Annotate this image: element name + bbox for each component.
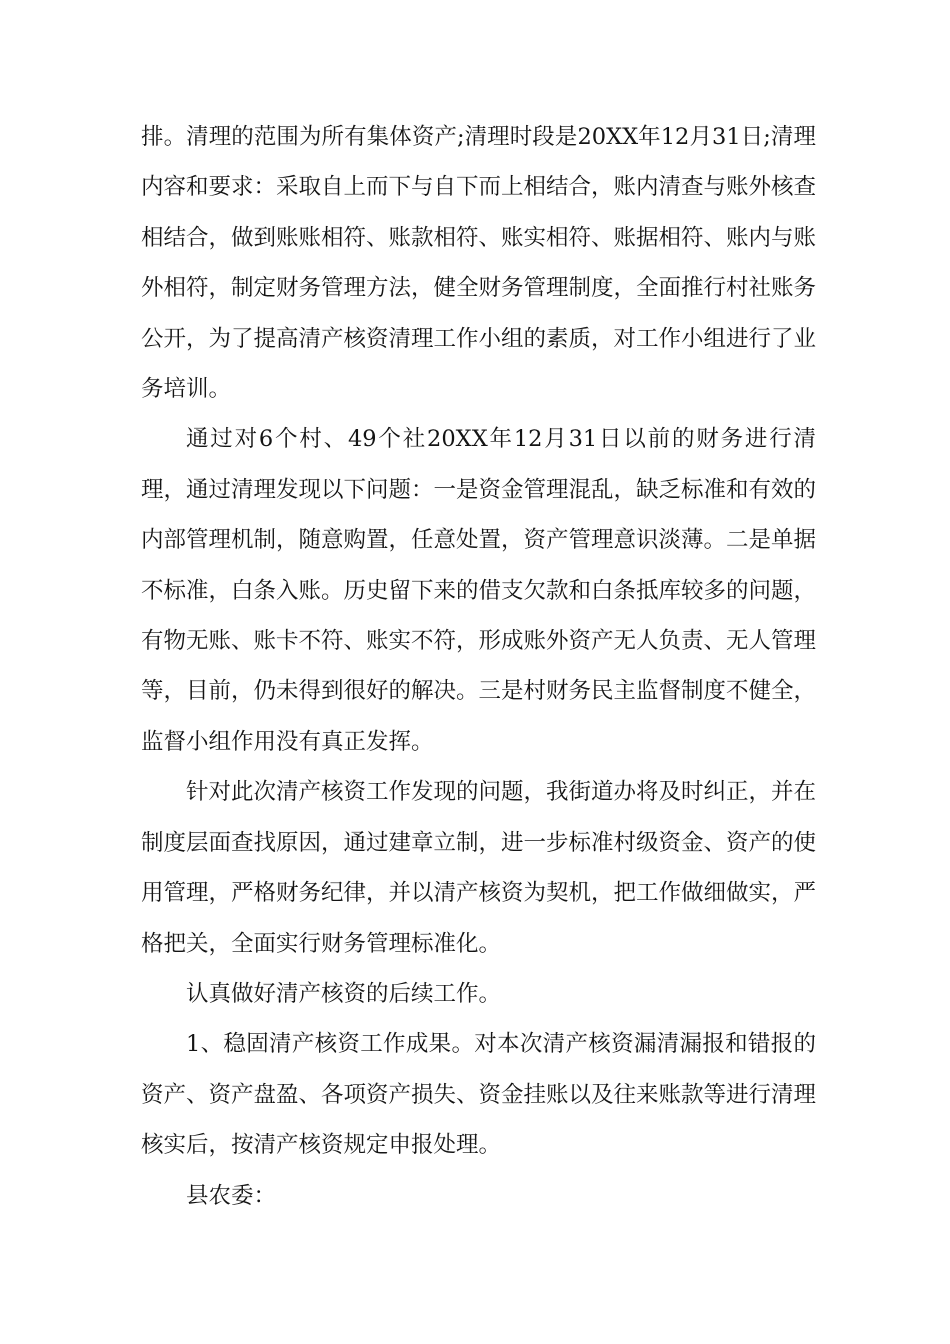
paragraph-corrective-measures: 针对此次清产核资工作发现的问题，我街道办将及时纠正，并在制度层面查找原因，通过建章立制，进一步标准村级资金、资产的使用管理，严格财务纪律，并以清产核资为契机，把工作做细做实，严格把关，全面实行财务管理标准化。 bbox=[141, 779, 817, 957]
document-body bbox=[141, 112, 816, 1221]
paragraph-follow-up-heading: 认真做好清产核资的后续工作。 bbox=[186, 980, 502, 1007]
paragraph-item-1: 1、稳固清产核资工作成果。对本次清产核资漏清漏报和错报的资产、资产盘盈、各项资产损失、资金挂账以及往来账款等进行清理核实后，按清产核资规定申报处理。 bbox=[141, 1031, 817, 1159]
paragraph-audit-problems: 通过对6个村、49个社20XX年12月31日以前的财务进行清理，通过清理发现以下问题：一是资金管理混乱，缺乏标准和有效的内部管理机制，随意购置，任意处置，资产管理意识淡薄。二是单据不标准，白条入账。历史留下来的借支欠款和白条抵库较多的问题，有物无账、账卡不符、账实不符，形成账外资产无人负责、无人管理等，目前，仍未得到很好的解决。三是村财务民主监督制度不健全，监督小组作用没有真正发挥。 bbox=[141, 426, 817, 755]
paragraph-continued: 排。清理的范围为所有集体资产;清理时段是20XX年12月31日;清理内容和要求：采取自上而下与自下而上相结合，账内清查与账外核查相结合，做到账账相符、账款相符、账实相符、账据相符、账内与账外相符，制定财务管理方法，健全财务管理制度，全面推行村社账务公开，为了提高清产核资清理工作小组的素质，对工作小组进行了业务培训。 bbox=[141, 124, 817, 403]
paragraph-addressee: 县农委： bbox=[186, 1182, 277, 1209]
